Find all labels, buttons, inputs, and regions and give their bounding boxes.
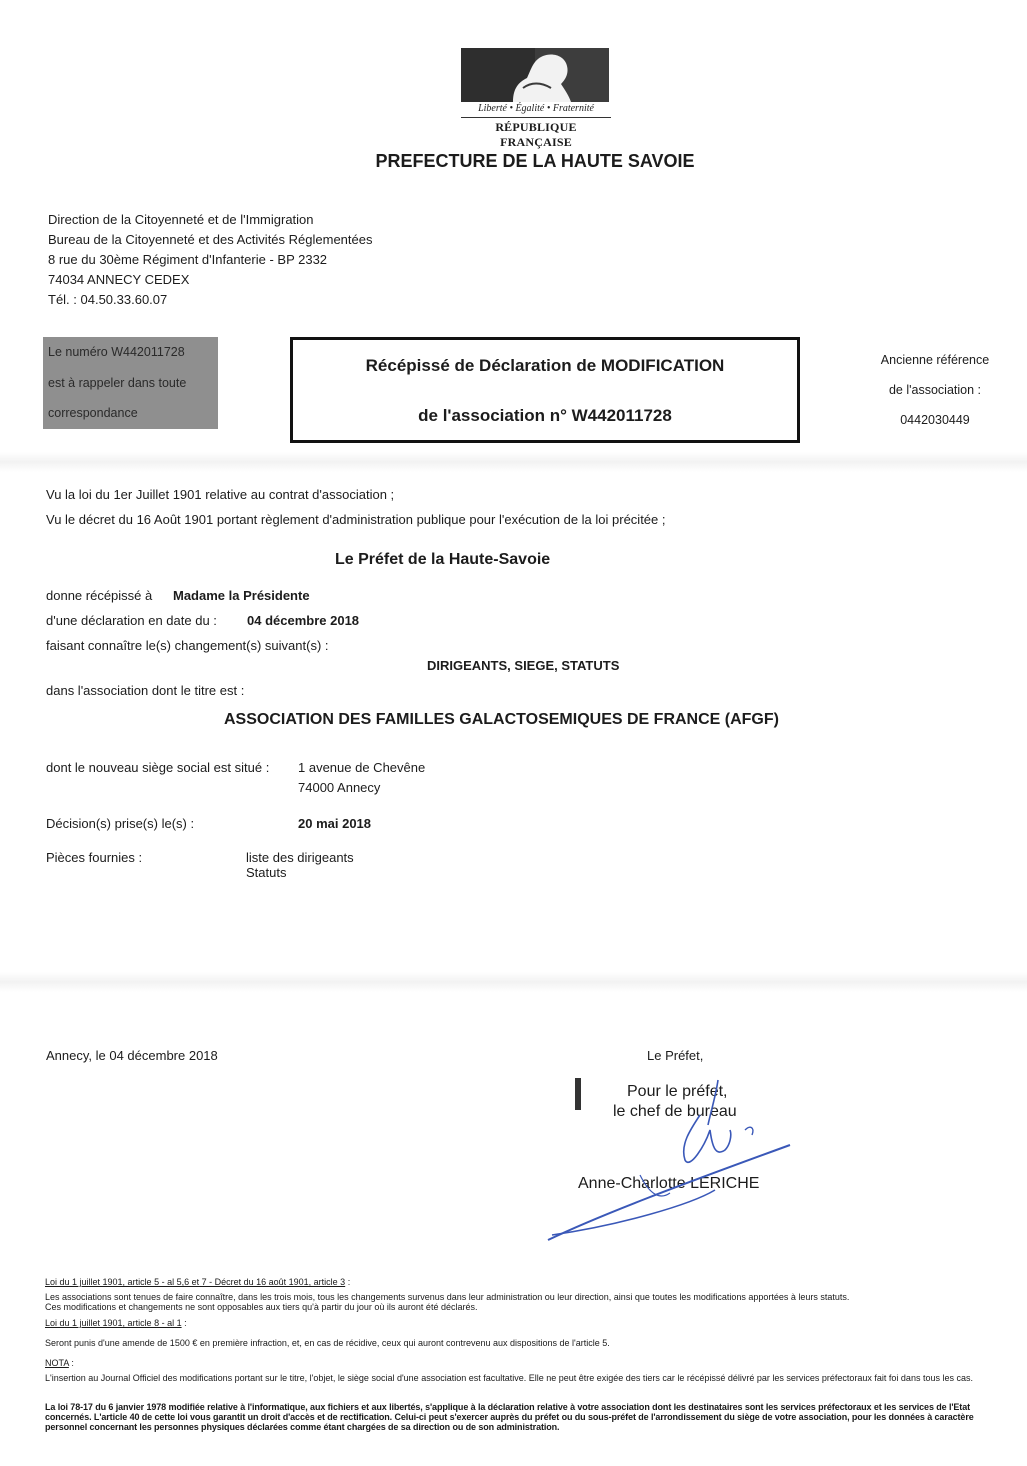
documents-label: Pièces fournies : — [46, 850, 143, 865]
signatory-title: Le Préfet, — [647, 1048, 704, 1063]
receipt-title-box — [290, 337, 800, 443]
changes-label: faisant connaître le(s) changement(s) suivant(s) : — [46, 638, 329, 653]
legal-reference-link: Loi du 1 juillet 1901, article 8 - al 1 — [45, 1318, 182, 1328]
marianne-logo — [461, 48, 609, 102]
nota-text: L'insertion au Journal Officiel des modifications portant sur le titre, l'objet, le siège social d'une association est facultative. Elle ne peut être exigée des tiers car le récépissé délivré par les services préfectoraux fait foi dans tous les cas. — [45, 1373, 973, 1383]
association-number: de l'association n° W442011728 — [418, 406, 672, 425]
handwritten-signature — [540, 1075, 800, 1255]
recipient-label: donne récépissé à — [46, 588, 153, 603]
legal-reference-1 — [45, 1277, 1005, 1287]
page-title: PREFECTURE DE LA HAUTE SAVOIE — [375, 151, 695, 171]
divider — [461, 117, 611, 118]
separator: : — [184, 1318, 187, 1328]
address-line: Bureau de la Citoyenneté et des Activités Réglementées — [48, 232, 373, 247]
reminder-line: Le numéro W442011728 — [48, 345, 185, 359]
old-reference — [860, 345, 1010, 435]
legal-basis-2: Vu le décret du 16 Août 1901 portant règlement d'administration publique pour l'exécution de la loi précitée ; — [46, 512, 666, 527]
association-title: ASSOCIATION DES FAMILLES GALACTOSEMIQUES DE FRANCE (AFGF) — [224, 711, 779, 728]
old-reference-value: 0442030449 — [900, 413, 970, 427]
association-title-label: dans l'association dont le titre est : — [46, 683, 245, 698]
headquarters-label: dont le nouveau siège social est situé : — [46, 760, 270, 775]
recipient-value: Madame la Présidente — [173, 588, 310, 603]
headquarters-city: 74000 Annecy — [298, 780, 381, 795]
old-reference-line: Ancienne référence — [880, 353, 990, 367]
office-head-line: le chef de bureau — [613, 1103, 737, 1120]
receipt-title: Récépissé de Déclaration de MODIFICATION — [365, 356, 725, 375]
legal-text-1 — [45, 1292, 1005, 1312]
reminder-box — [43, 337, 218, 429]
old-reference-line: de l'association : — [888, 383, 982, 397]
paper-fold — [0, 972, 1027, 992]
motto: Liberté • Égalité • Fraternité — [478, 103, 594, 114]
address-line: 74034 ANNECY CEDEX — [48, 272, 190, 287]
on-behalf-line: Pour le préfet, — [627, 1083, 728, 1100]
changes-value: DIRIGEANTS, SIEGE, STATUTS — [427, 658, 620, 673]
legal-text: Les associations sont tenues de faire connaître, dans les trois mois, tous les changements survenus dans leur administration ou leur direction, ainsi que toutes les modifications apportées à leurs statuts. — [45, 1292, 850, 1302]
signatory-name: Anne-Charlotte LERICHE — [578, 1175, 760, 1192]
decision-label: Décision(s) prise(s) le(s) : — [46, 816, 195, 831]
address-line: Tél. : 04.50.33.60.07 — [48, 292, 168, 307]
document-item: Statuts — [246, 865, 287, 880]
sender-address — [48, 210, 372, 310]
separator: : — [347, 1277, 351, 1287]
document-item: liste des dirigeants — [246, 850, 354, 865]
reminder-line: correspondance — [48, 406, 138, 420]
legal-text: Ces modifications et changements ne sont opposables aux tiers qu'à partir du jour où ils auront été déclarés. — [45, 1302, 478, 1312]
paper-fold — [0, 452, 1027, 472]
nota-heading — [45, 1358, 1005, 1368]
legal-basis-1: Vu la loi du 1er Juillet 1901 relative au contrat d'association ; — [46, 487, 395, 502]
headquarters-street: 1 avenue de Chevêne — [298, 760, 426, 775]
address-line: Direction de la Citoyenneté et de l'Immigration — [48, 212, 314, 227]
decision-date: 20 mai 2018 — [298, 816, 372, 831]
prefet-heading: Le Préfet de la Haute-Savoie — [335, 551, 551, 568]
separator: : — [71, 1358, 74, 1368]
nota-label: NOTA — [45, 1358, 69, 1368]
republique-francaise: RÉPUBLIQUE FRANÇAISE — [495, 120, 577, 149]
privacy-notice: La loi 78-17 du 6 janvier 1978 modifiée relative à l'informatique, aux fichiers et aux libertés, s'applique à la déclaration relative à votre association dont les destinataires sont les services préfectoraux et les services de l'Etat concernés. L'article 40 de cette loi vous garantit un droit d'accès et de rectification. Celui-ci peut s'exercer auprès du préfet ou du sous-préfet de l'arrondissement du siège de votre association, pour les données à caractère personnel concernant les personnes physiques déclarées comme étant chargées de sa direction ou de son administration. — [45, 1402, 974, 1432]
declaration-date-value: 04 décembre 2018 — [247, 613, 360, 628]
legal-text-2: Seront punis d'une amende de 1500 € en première infraction, et, en cas de récidive, ceux qui auront contrevenu aux dispositions de l'article 5. — [45, 1338, 610, 1348]
reminder-line: est à rappeler dans toute — [48, 376, 187, 390]
legal-reference-2 — [45, 1318, 1005, 1328]
declaration-date-label: d'une déclaration en date du : — [46, 613, 217, 628]
legal-reference-link: Loi du 1 juillet 1901, article 5 - al 5,6 et 7 - Décret du 16 août 1901, article 3 — [45, 1277, 346, 1287]
address-line: 8 rue du 30ème Régiment d'Infanterie - BP 2332 — [48, 252, 328, 267]
place-and-date: Annecy, le 04 décembre 2018 — [46, 1048, 218, 1063]
